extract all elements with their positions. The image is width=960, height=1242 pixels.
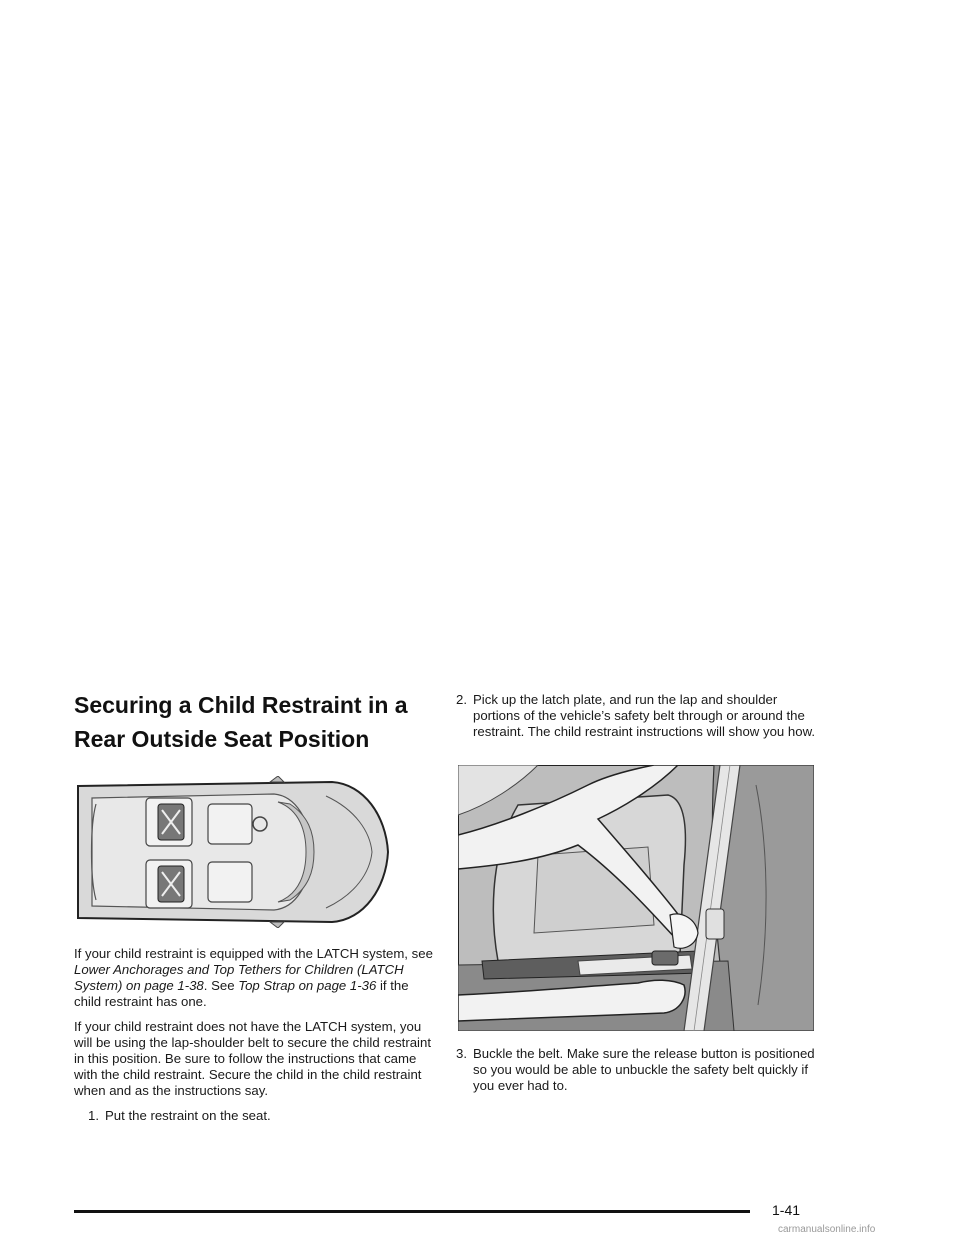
watermark: carmanualsonline.info [778,1224,876,1235]
section-title: Securing a Child Restraint in a Rear Outside Seat Position [74,692,408,752]
front-right-seat [208,862,252,902]
right-body-text [456,1046,818,1094]
latch-plate [652,951,678,965]
step-3 [456,1046,818,1094]
step-text: Buckle the belt. Make sure the release button is positioned so you would be able to unbuckle the safety belt quickly if you ever had to. [473,1046,815,1093]
step-number: 2. [456,692,467,707]
left-column [74,688,436,756]
has-one-text: if the child restraint has one. [74,978,409,1009]
step-text: Pick up the latch plate, and run the lap and shoulder portions of the vehicle’s safety belt through or around the restraint. The child restraint instructions will show you how. [473,692,816,739]
front-left-seat [208,804,252,844]
footer-rule [74,1210,750,1213]
car-top-view-illustration [74,776,392,928]
belt-buckle [706,909,724,939]
latch-reference-link[interactable]: Lower Anchorages and Top Tethers for Children (LATCH System) on page 1-38 [74,962,404,993]
step-number: 1. [88,1108,99,1123]
step-1 [88,1108,436,1124]
step-2 [456,692,818,740]
latch-text: If your child restraint is equipped with the LATCH system, see [74,946,433,961]
top-strap-reference-link[interactable]: Top Strap on page 1-36 [238,978,377,993]
step-number: 3. [456,1046,467,1061]
no-latch-paragraph: If your child restraint does not have the LATCH system, you will be using the lap-shoulder belt to secure the child restraint in this position. Be sure to follow the instructions that came with the child restraint. Secure the child in the child restraint when and as the instructions say. [74,1019,431,1098]
safety-belt-routing-illustration [458,765,814,1031]
step-text: Put the restraint on the seat. [105,1108,271,1123]
left-body-text [74,946,436,1124]
latch-paragraph [74,946,436,1010]
page-number: 1-41 [772,1202,801,1218]
see-text: . See [203,978,239,993]
right-column [456,692,818,740]
